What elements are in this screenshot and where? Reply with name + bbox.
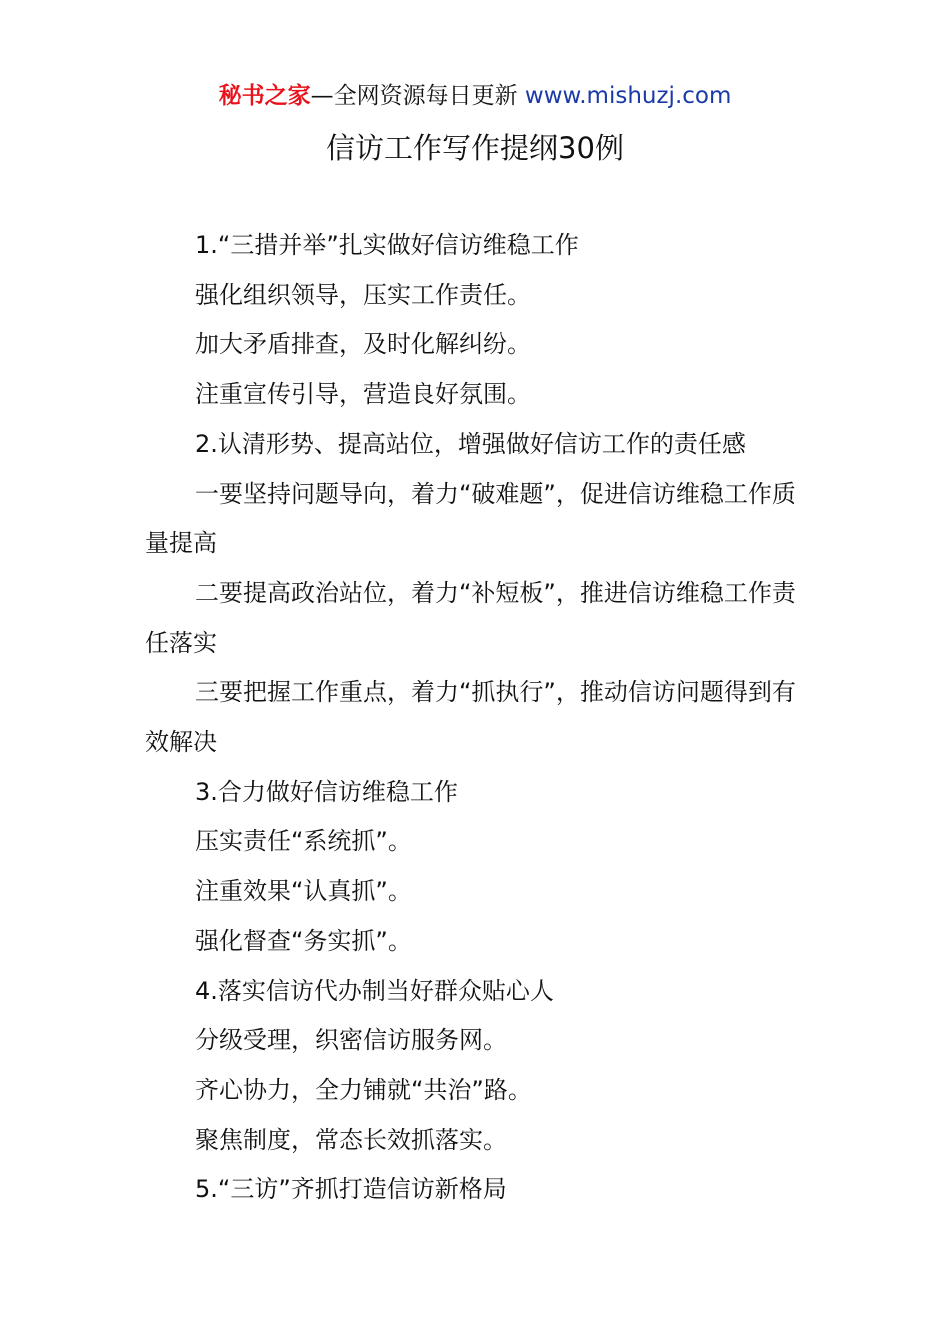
outline-point: 注重宣传引导，营造良好氛围。 <box>195 380 531 409</box>
section-heading-2: 2.认清形势、提高站位，增强做好信访工作的责任感 <box>195 429 746 458</box>
site-brand: 秘书之家 <box>218 83 311 109</box>
outline-point: 聚焦制度，常态长效抓落实。 <box>195 1125 507 1154</box>
outline-point: 注重效果“认真抓”。 <box>195 877 412 906</box>
section-heading-1: 1.“三措并举”扎实做好信访维稳工作 <box>195 231 579 259</box>
outline-point: 强化督查“务实抓”。 <box>195 926 412 955</box>
outline-point: 二要提高政治站位，着力“补短板”，推进信访维稳工作责任落实 <box>145 578 796 657</box>
outline-point: 齐心协力，全力铺就“共治”路。 <box>195 1075 532 1104</box>
outline-point: 加大矛盾排查，及时化解纠纷。 <box>195 330 531 359</box>
document-title: 信访工作写作提纲30例 <box>326 131 624 165</box>
site-url-link[interactable]: www.mishuzj.com <box>524 83 732 109</box>
section-heading-4: 4.落实信访代办制当好群众贴心人 <box>195 976 554 1005</box>
outline-point: 分级受理，织密信访服务网。 <box>195 1026 507 1055</box>
site-tagline: —全网资源每日更新 <box>310 83 525 109</box>
outline-point: 强化组织领导，压实工作责任。 <box>195 280 531 309</box>
outline-point: 一要坚持问题导向，着力“破难题”，促进信访维稳工作质量提高 <box>145 479 796 558</box>
outline-point: 三要把握工作重点，着力“抓执行”，推动信访问题得到有效解决 <box>145 678 796 757</box>
section-heading-5: 5.“三访”齐抓打造信访新格局 <box>195 1175 507 1204</box>
site-header <box>0 80 950 112</box>
section-heading-3: 3.合力做好信访维稳工作 <box>195 777 458 806</box>
outline-point: 压实责任“系统抓”。 <box>195 827 412 856</box>
document-body <box>145 221 810 1215</box>
